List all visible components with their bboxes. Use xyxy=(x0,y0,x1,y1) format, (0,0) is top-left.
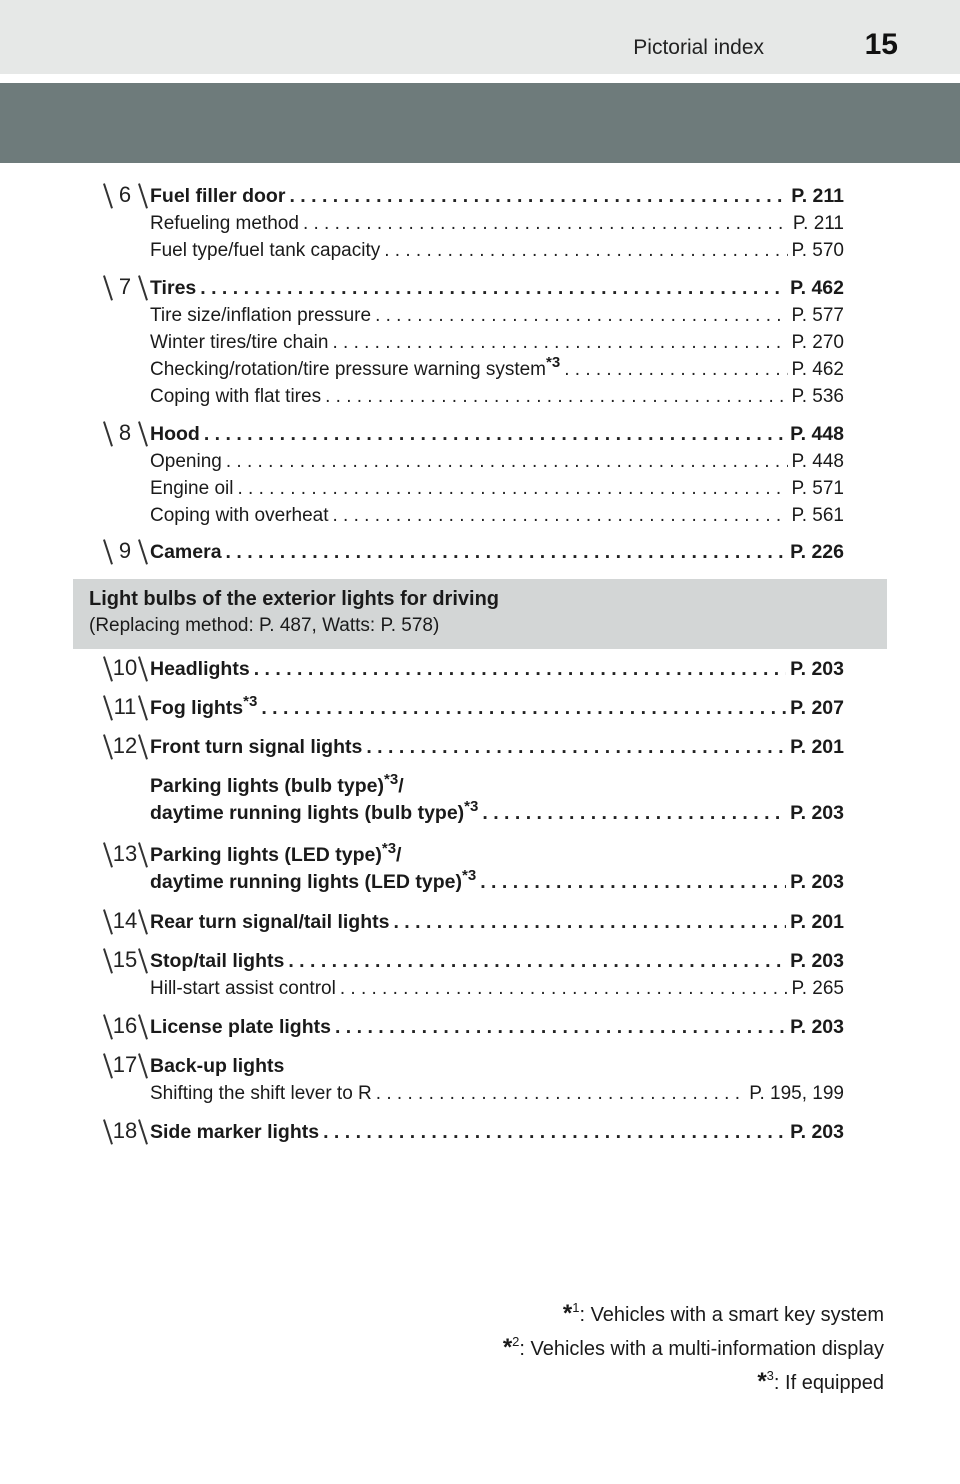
lights-section-header xyxy=(73,579,887,649)
entry-main-row: Parking lights (LED type)$^{*3}$/ xyxy=(150,840,402,866)
entry-main-row[interactable]: Front turn signal lights . . . P. 201 xyxy=(150,734,844,761)
item-number: 12 xyxy=(112,733,138,758)
index-entry-17 xyxy=(112,1053,872,1107)
header-band xyxy=(0,83,960,163)
entry-sub-row[interactable]: Shifting the shift lever to R . . . P. 195, 199 xyxy=(150,1080,844,1107)
entry-main-row[interactable]: Side marker lights . . . P. 203 xyxy=(150,1119,844,1146)
item-number: 6 xyxy=(112,183,138,207)
entry-main-row[interactable]: Hood . . . P. 448 xyxy=(150,421,844,448)
footnote-mark: *3 xyxy=(462,867,477,884)
item-number: 9 xyxy=(112,539,138,563)
entry-sub-row[interactable]: Engine oil . . . P. 571 xyxy=(150,475,844,502)
footnote-1: *$^1$: Vehicles with a smart key system xyxy=(562,1300,884,1327)
entry-sub-row[interactable]: Tire size/inflation pressure . . . P. 577 xyxy=(150,302,844,329)
header-bar xyxy=(0,0,960,74)
index-entry-10 xyxy=(112,656,872,683)
entry-main-row[interactable]: Rear turn signal/tail lights . . . P. 201 xyxy=(150,909,844,936)
index-entry-18 xyxy=(112,1119,872,1146)
item-number: 13 xyxy=(112,841,138,866)
index-entry-12 xyxy=(112,734,872,827)
footnote-mark: *3 xyxy=(384,771,399,788)
footnote-mark: *3 xyxy=(464,798,479,815)
entry-main-row[interactable]: Headlights . . . P. 203 xyxy=(150,656,844,683)
entry-main-row: Back-up lights xyxy=(150,1055,285,1077)
item-number: 7 xyxy=(112,275,138,299)
index-entry-8 xyxy=(112,421,872,529)
section-heading: Light bulbs of the exterior lights for driving xyxy=(89,588,499,610)
entry-main-row: Parking lights (bulb type)$^{*3}$/ xyxy=(150,771,404,797)
entry-main-row[interactable]: daytime running lights (bulb type)$^{*3}$ . . . P. 203 xyxy=(150,800,844,827)
index-entry-16 xyxy=(112,1014,872,1041)
footnote-3: *$^3$: If equipped xyxy=(757,1368,884,1395)
entry-sub-row[interactable]: Coping with overheat . . . P. 561 xyxy=(150,502,844,529)
page-number: 15 xyxy=(864,28,898,61)
item-number: 15 xyxy=(112,947,138,972)
entry-main-row[interactable]: Camera . . . P. 226 xyxy=(150,539,844,566)
entry-sub-row[interactable]: Refueling method . . . P. 211 xyxy=(150,210,844,237)
item-number: 16 xyxy=(112,1013,138,1038)
item-number: 17 xyxy=(112,1052,138,1077)
index-entry-6 xyxy=(112,183,872,264)
entry-main-row[interactable]: Fuel filler door . . . P. 211 xyxy=(150,183,844,210)
item-number: 11 xyxy=(113,694,137,719)
index-entry-11 xyxy=(112,695,872,722)
footnote-mark: *3 xyxy=(546,354,561,371)
entry-sub-row[interactable]: Fuel type/fuel tank capacity . . . P. 570 xyxy=(150,237,844,264)
entry-sub-row[interactable]: Coping with flat tires . . . P. 536 xyxy=(150,383,844,410)
entry-sub-row[interactable]: Checking/rotation/tire pressure warning system$^{*3}$ . . . P. 462 xyxy=(150,356,844,383)
entry-main-row[interactable]: Tires . . . P. 462 xyxy=(150,275,844,302)
entry-sub-row[interactable]: Opening . . . P. 448 xyxy=(150,448,844,475)
item-number: 10 xyxy=(112,655,138,680)
footnote-mark: *3 xyxy=(243,693,258,710)
index-entry-13 xyxy=(112,842,872,896)
index-entry-9 xyxy=(112,539,872,566)
item-number: 8 xyxy=(112,421,138,445)
entry-sub-row[interactable]: Winter tires/tire chain . . . P. 270 xyxy=(150,329,844,356)
entry-main-row[interactable]: License plate lights . . . P. 203 xyxy=(150,1014,844,1041)
item-number: 14 xyxy=(112,908,138,933)
section-subheading: (Replacing method: P. 487, Watts: P. 578) xyxy=(89,615,440,636)
entry-sub-row[interactable]: Hill-start assist control . . . P. 265 xyxy=(150,975,844,1002)
index-entry-15 xyxy=(112,948,872,1002)
footnote-mark: *3 xyxy=(381,840,397,857)
footnote-2: *$^2$: Vehicles with a multi-information display xyxy=(502,1334,884,1361)
index-entry-7 xyxy=(112,275,872,410)
index-entry-14 xyxy=(112,909,872,936)
entry-main-row[interactable]: Fog lights$^{*3}$ . . . P. 207 xyxy=(150,695,844,722)
section-title: Pictorial index xyxy=(633,36,764,59)
entry-main-row[interactable]: Stop/tail lights . . . P. 203 xyxy=(150,948,844,975)
item-number: 18 xyxy=(112,1118,138,1143)
entry-main-row[interactable]: daytime running lights (LED type)$^{*3}$ . . . P. 203 xyxy=(150,869,844,896)
